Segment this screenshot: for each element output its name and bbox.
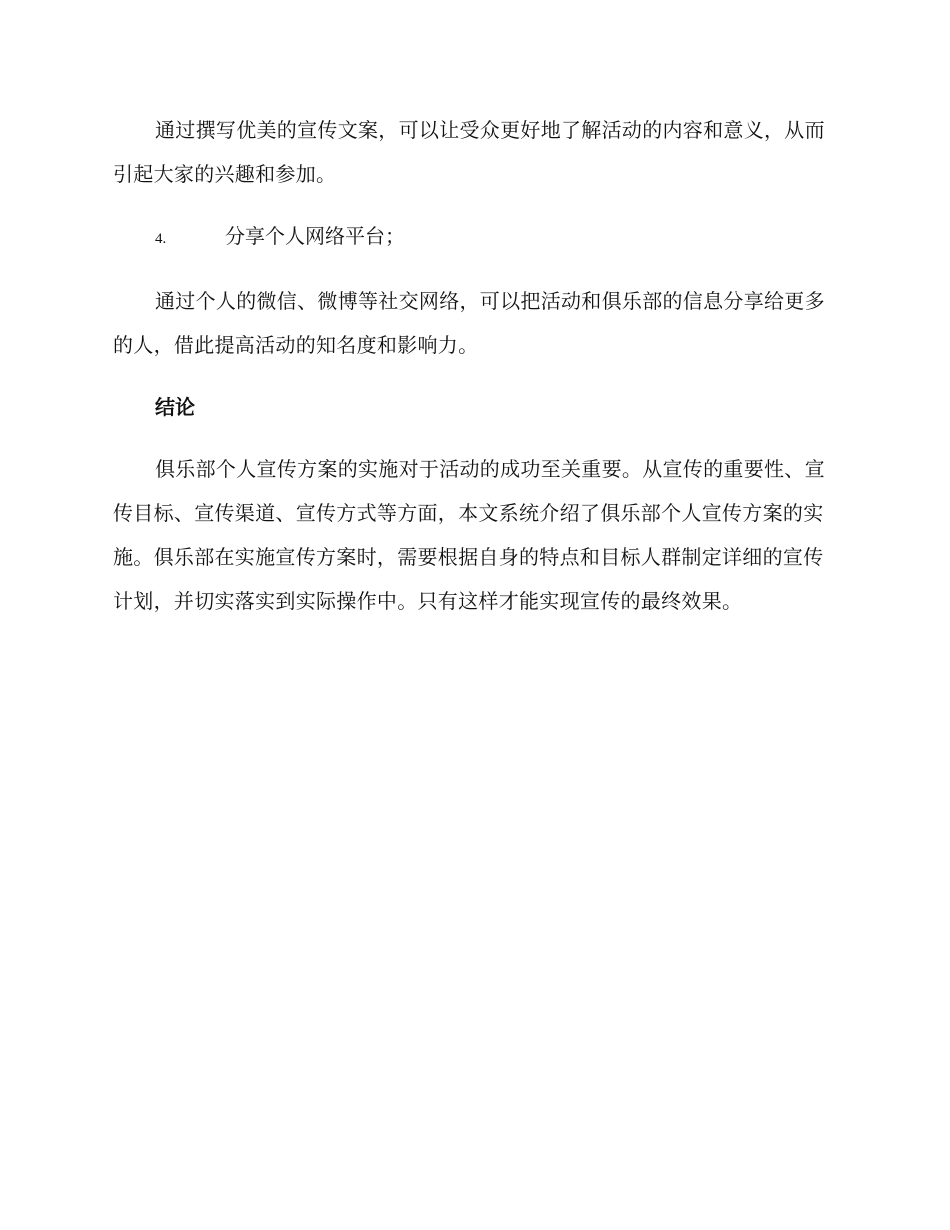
spacer [113,429,830,447]
paragraph-conclusion: 俱乐部个人宣传方案的实施对于活动的成功至关重要。从宣传的重要性、宣传目标、宣传渠道、宣传方式等方面，本文系统介绍了俱乐部个人宣传方案的实施。俱乐部在实施宣传方案时，需要根据自身的特点和目标人群制定详细的宣传计划，并切实落实到实际操作中。只有这样才能实现宣传的最终效果。 [113,457,825,613]
list-item-number: 4. [155,231,167,247]
spacer [113,367,830,385]
list-item-text: 分享个人网络平台； [225,224,405,248]
spacer [113,261,830,279]
spacer [113,196,830,214]
paragraph-social-network: 通过个人的微信、微博等社交网络，可以把活动和俱乐部的信息分享给更多的人，借此提高活动的知名度和影响力。 [113,289,825,357]
list-item-share-network [113,214,830,261]
section-heading-conclusion: 结论 [155,395,195,419]
paragraph-copywriting: 通过撰写优美的宣传文案，可以让受众更好地了解活动的内容和意义，从而引起大家的兴趣和参加。 [113,118,825,186]
